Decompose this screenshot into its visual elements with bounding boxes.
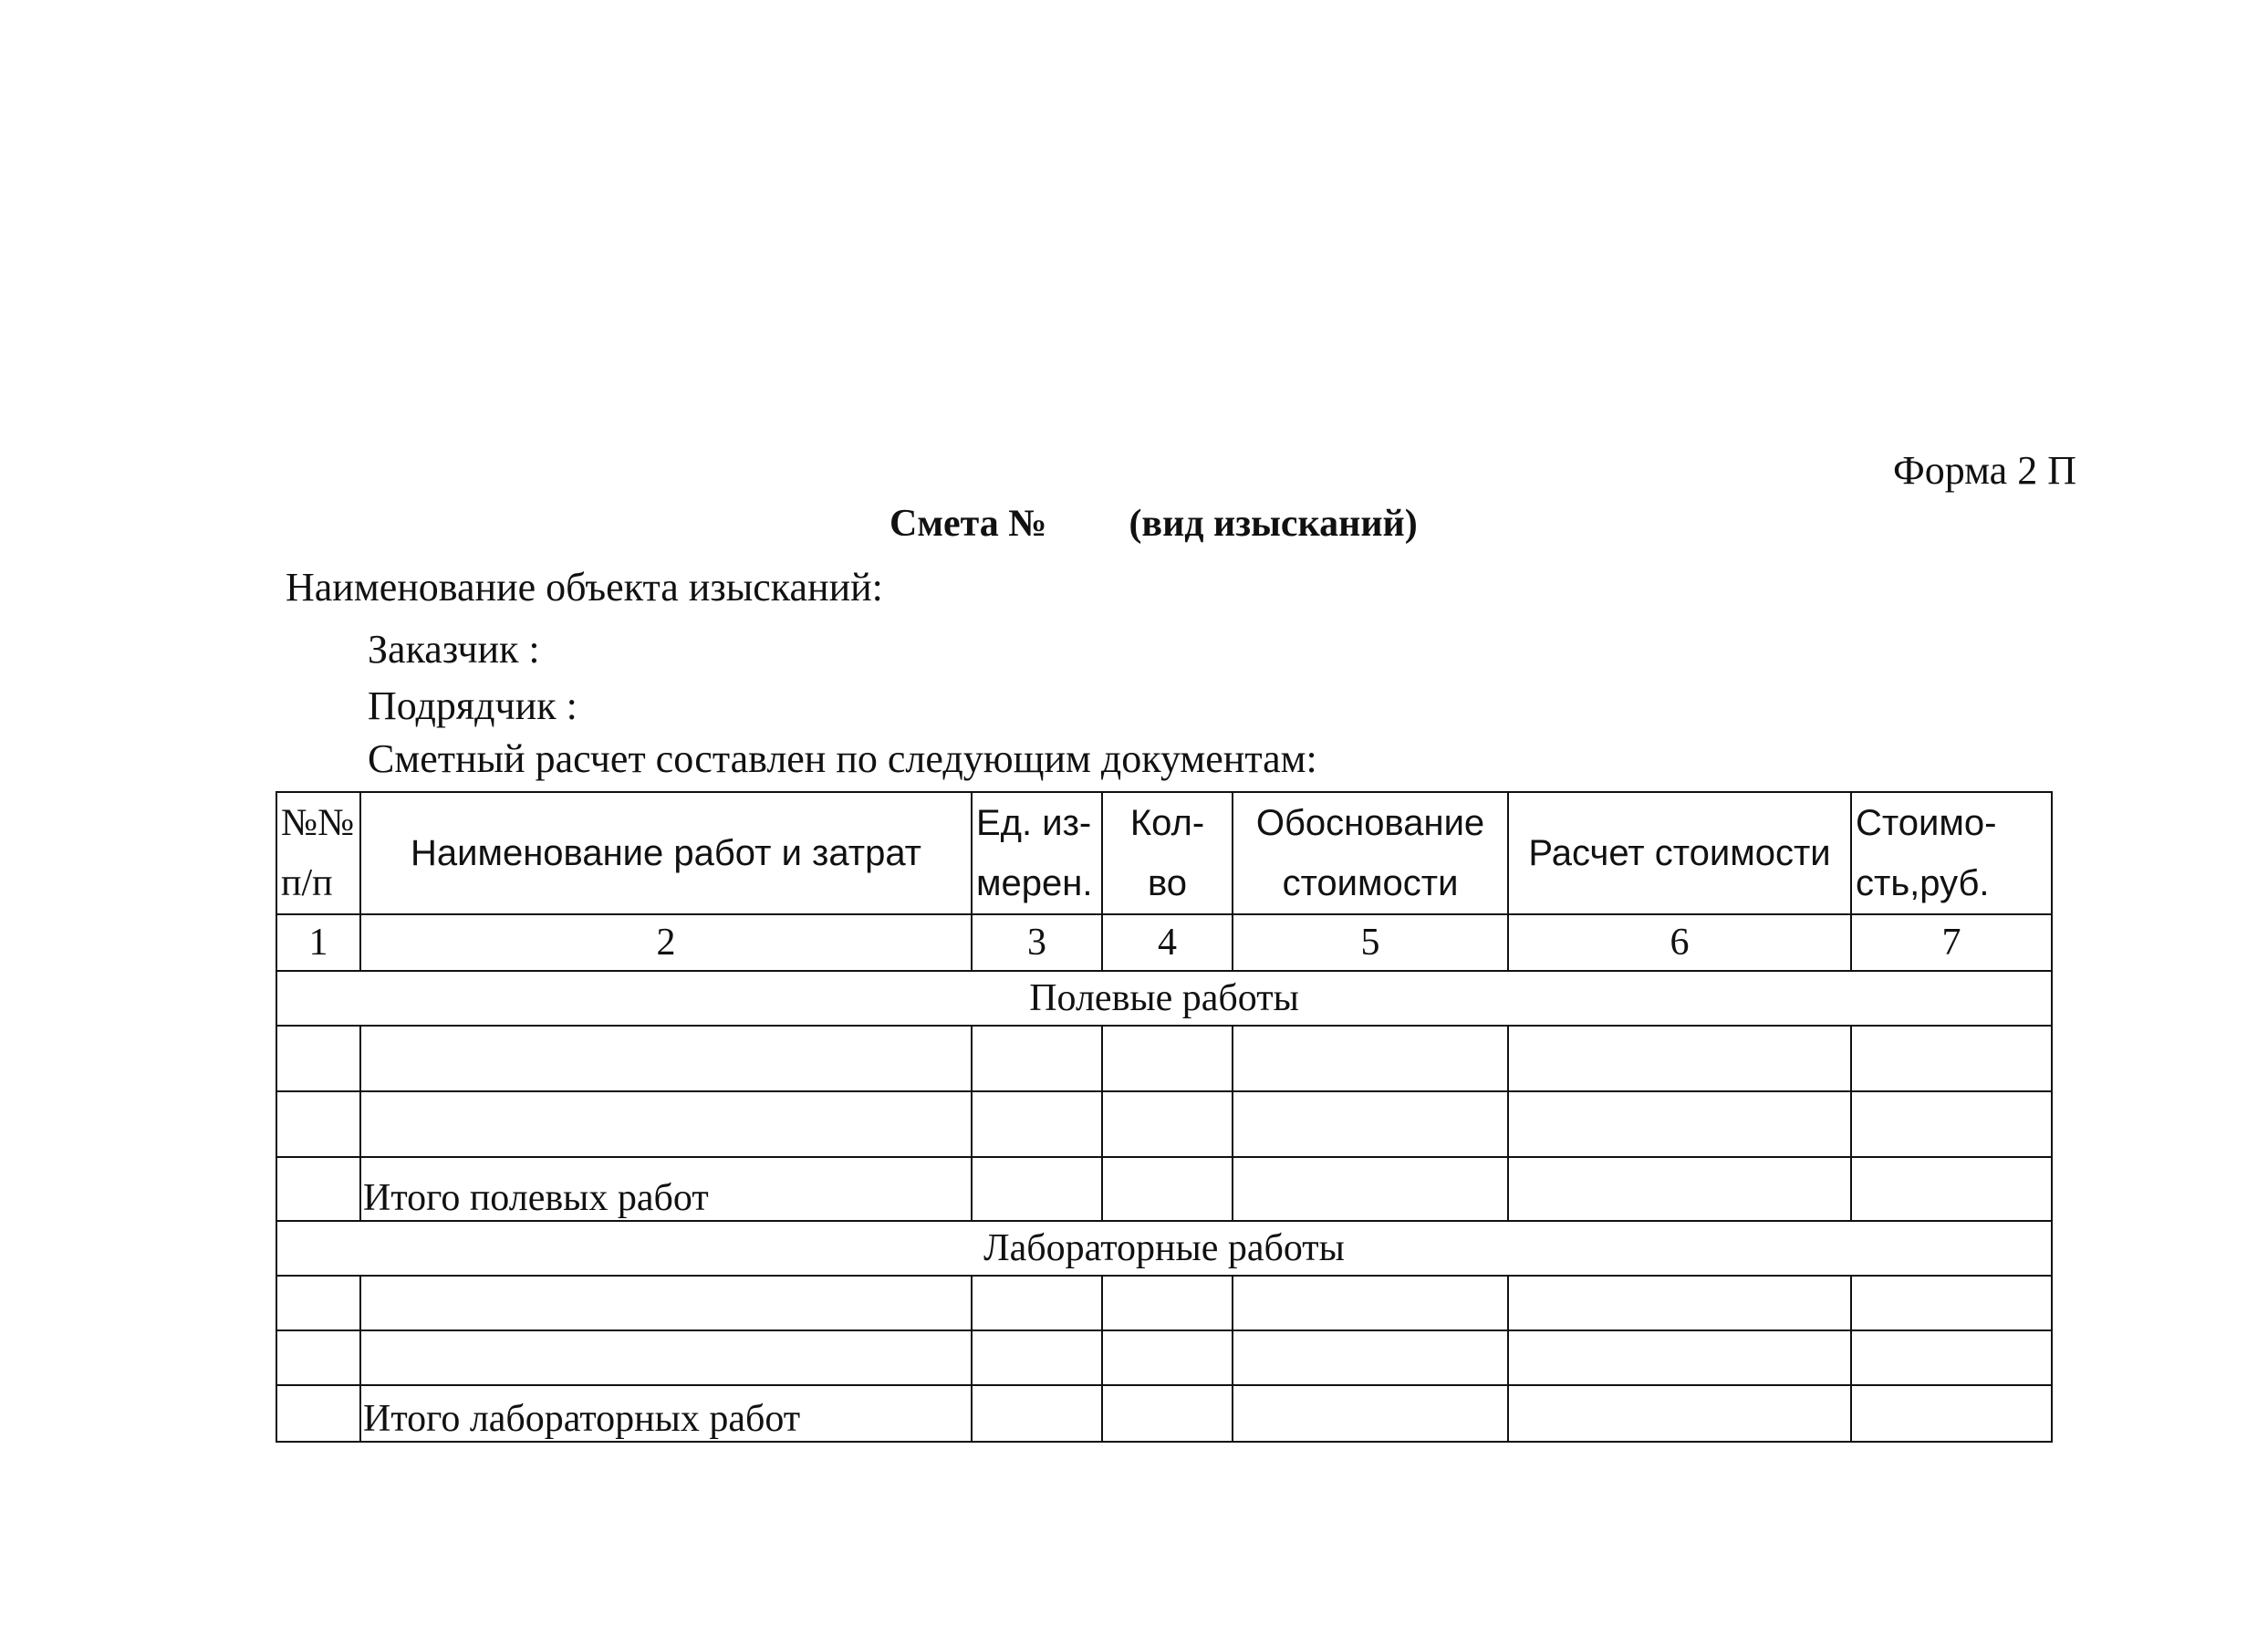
header-cost-line1: Стоимо- <box>1856 803 1997 843</box>
table-cell <box>972 1276 1102 1330</box>
table-cell <box>1851 1091 2052 1157</box>
section-title-lab: Лабораторные работы <box>276 1221 2052 1276</box>
documents-line: Сметный расчет составлен по следующим документам: <box>368 736 1317 781</box>
table-cell <box>972 1385 1102 1442</box>
header-unit <box>972 792 1102 914</box>
header-name: Наименование работ и затрат <box>360 792 972 914</box>
table-cell <box>1851 1026 2052 1091</box>
table-cell <box>1233 1385 1508 1442</box>
header-basis-line2: стоимости <box>1282 863 1459 903</box>
header-num-line1: №№ <box>281 802 355 844</box>
column-number: 2 <box>360 914 972 971</box>
lab-total-row <box>276 1385 2052 1442</box>
header-basis-line1: Обоснование <box>1255 803 1485 843</box>
estimate-table <box>276 791 2053 1443</box>
header-qty <box>1102 792 1233 914</box>
contractor-line: Подрядчик : <box>368 683 577 728</box>
title-kind: (вид изысканий) <box>1129 503 1418 545</box>
table-cell <box>1508 1276 1851 1330</box>
table-cell <box>1851 1385 2052 1442</box>
table-cell <box>1851 1157 2052 1221</box>
table-cell <box>360 1276 972 1330</box>
table-cell <box>1233 1157 1508 1221</box>
table-row <box>276 1091 2052 1157</box>
table-cell <box>1508 1091 1851 1157</box>
form-label: Форма 2 П <box>1893 448 2076 493</box>
header-qty-line2: во <box>1147 863 1188 903</box>
title-main: Смета № <box>890 503 1047 545</box>
table-row <box>276 1330 2052 1385</box>
header-basis <box>1233 792 1508 914</box>
table-cell <box>1508 1157 1851 1221</box>
column-number: 4 <box>1102 914 1233 971</box>
field-total-label: Итого полевых работ <box>360 1157 972 1221</box>
lab-total-label: Итого лабораторных работ <box>360 1385 972 1442</box>
section-row-lab <box>276 1221 2052 1276</box>
table-cell <box>1102 1330 1233 1385</box>
table-cell <box>1102 1157 1233 1221</box>
header-num <box>276 792 360 914</box>
table-cell <box>1102 1385 1233 1442</box>
header-unit-line2: мерен. <box>976 863 1093 903</box>
header-qty-line1: Кол- <box>1129 803 1205 843</box>
header-cost <box>1851 792 2052 914</box>
table-cell <box>972 1330 1102 1385</box>
table-cell <box>972 1026 1102 1091</box>
table-cell <box>1851 1330 2052 1385</box>
table-row <box>276 1026 2052 1091</box>
customer-line: Заказчик : <box>368 627 540 672</box>
table-cell <box>1508 1385 1851 1442</box>
table-cell <box>1233 1091 1508 1157</box>
section-row-field <box>276 971 2052 1026</box>
column-number-row <box>276 914 2052 971</box>
table-cell <box>1233 1276 1508 1330</box>
table-cell <box>1233 1026 1508 1091</box>
column-number: 3 <box>972 914 1102 971</box>
table-row <box>276 1276 2052 1330</box>
table-cell <box>1102 1091 1233 1157</box>
table-cell <box>276 1276 360 1330</box>
object-name-line: Наименование объекта изысканий: <box>286 565 883 610</box>
header-num-line2: п/п <box>281 862 333 904</box>
table-cell <box>360 1091 972 1157</box>
table-cell <box>276 1330 360 1385</box>
document-title <box>890 502 1418 546</box>
table-cell <box>360 1026 972 1091</box>
table-cell <box>1851 1276 2052 1330</box>
table-cell <box>1102 1276 1233 1330</box>
field-total-row <box>276 1157 2052 1221</box>
header-cost-line2: сть,руб. <box>1856 863 1990 903</box>
column-number: 1 <box>276 914 360 971</box>
table-cell <box>1508 1026 1851 1091</box>
table-cell <box>1233 1330 1508 1385</box>
column-number: 6 <box>1508 914 1851 971</box>
table-cell <box>360 1330 972 1385</box>
table-cell <box>276 1091 360 1157</box>
header-unit-line1: Ед. из- <box>976 803 1092 843</box>
column-number: 5 <box>1233 914 1508 971</box>
column-number: 7 <box>1851 914 2052 971</box>
table-cell <box>972 1091 1102 1157</box>
table-cell <box>1102 1026 1233 1091</box>
section-title-field: Полевые работы <box>276 971 2052 1026</box>
table-cell <box>276 1385 360 1442</box>
table-cell <box>276 1157 360 1221</box>
table-cell <box>1508 1330 1851 1385</box>
table-header-row <box>276 792 2052 914</box>
header-calc: Расчет стоимости <box>1508 792 1851 914</box>
table-cell <box>972 1157 1102 1221</box>
table-cell <box>276 1026 360 1091</box>
